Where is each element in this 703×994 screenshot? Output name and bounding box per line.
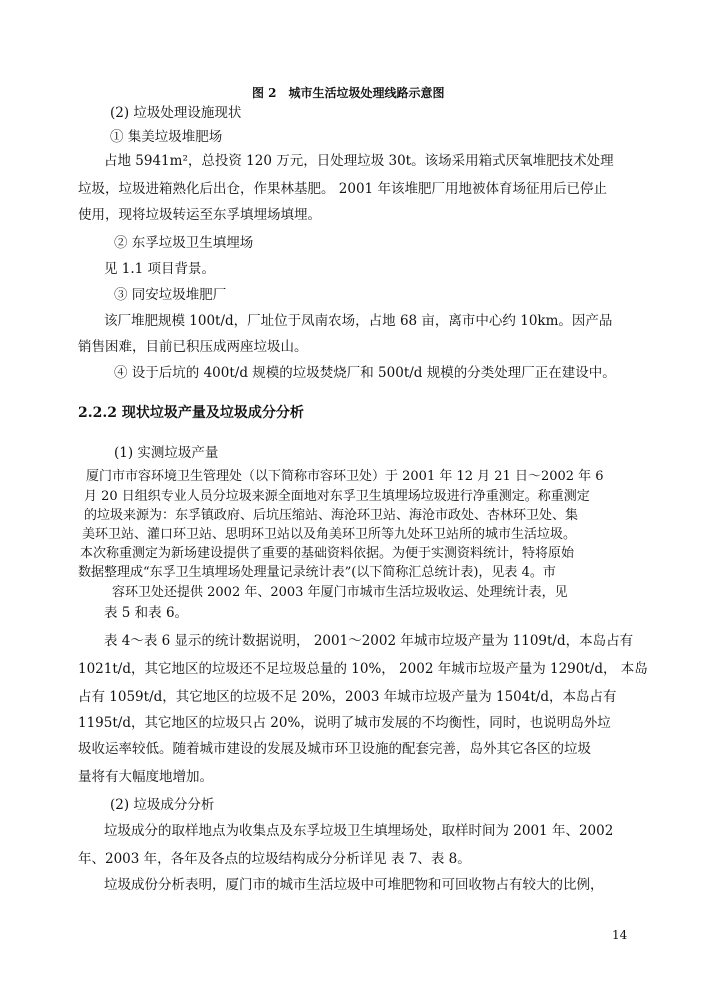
text-line: 该厂堆肥规模 100t/d，厂址位于凤南农场，占地 68 亩，离市中心约 10km。因产品 — [104, 313, 613, 329]
text-line: ② 东孚垃圾卫生填埋场 — [114, 235, 254, 251]
text-line: 垃圾成分的取样地点为收集点及东孚垃圾卫生填埋场处，取样时间为 2001 年、2002 — [104, 823, 614, 839]
text-line: ④ 设于后坑的 400t/d 规模的垃圾焚烧厂和 500t/d 规模的分类处理厂正在建设中。 — [114, 365, 616, 381]
text-line: 垃圾成份分析表明，厦门市的城市生活垃圾中可堆肥物和可回收物占有较大的比例， — [104, 877, 604, 893]
text-line: 圾收运率较低。随着城市建设的发展及城市环卫设施的配套完善，岛外其它各区的垃圾 — [78, 741, 591, 757]
text-line: 月 20 日组织专业人员分垃圾来源全面地对东孚卫生填埋场垃圾进行净重测定。称重测定 — [84, 489, 590, 504]
text-line: (2) 垃圾成分分析 — [110, 797, 215, 813]
text-line: (2) 垃圾处理设施现状 — [110, 105, 242, 121]
section-heading: 2.2.2 现状垃圾产量及垃圾成分分析 — [78, 405, 304, 421]
text-line: 使用，现将垃圾转运至东孚填埋场填埋。 — [78, 207, 321, 223]
text-line: 表 5 和表 6。 — [104, 605, 189, 621]
text-line: 垃圾，垃圾进箱熟化后出仓，作果林基肥。 2001 年该堆肥厂用地被体育场征用后已停止 — [78, 181, 607, 197]
text-line: 占有 1059t/d，其它地区的垃圾不足 20%，2003 年城市垃圾产量为 1504t/d，本岛占有 — [78, 689, 617, 705]
text-line: 的垃圾来源为：东孚镇政府、后坑压缩站、海沧环卫站、海沧市政处、杏林环卫处、集 — [84, 508, 579, 523]
text-line: 销售困难，目前已积压成两座垃圾山。 — [78, 339, 308, 355]
text-line: (1) 实测垃圾产量 — [114, 445, 219, 461]
text-line: 1195t/d，其它地区的垃圾只占 20%，说明了城市发展的不均衡性，同时，也说明岛外垃 — [78, 715, 611, 731]
text-line: ① 集美垃圾堆肥场 — [110, 129, 223, 145]
text-line: 1021t/d，其它地区的垃圾还不足垃圾总量的 10%， 2002 年城市垃圾产量为 1290t/d， 本岛 — [78, 661, 648, 677]
text-line: 量将有大幅度地增加。 — [78, 769, 213, 785]
text-line: 厦门市市容环境卫生管理处（以下简称市容环卫处）于 2001 年 12 月 21 日～2002 年 6 — [86, 469, 604, 484]
text-line: 容环卫处还提供 2002 年、2003 年厦门市城市生活垃圾收运、处理统计表，见 — [112, 585, 568, 600]
text-line: ③ 同安垃圾堆肥厂 — [114, 287, 227, 303]
figure-caption: 图 2 城市生活垃圾处理线路示意图 — [252, 86, 445, 100]
text-line: 占地 5941m²，总投资 120 万元，日处理垃圾 30t。该场采用箱式厌氧堆肥技术处理 — [104, 153, 614, 169]
page-number: 14 — [612, 928, 628, 942]
text-line: 表 4～表 6 显示的统计数据说明， 2001～2002 年城市垃圾产量为 1109t/d，本岛占有 — [104, 633, 634, 649]
text-line: 本次称重测定为新场建设提供了重要的基础资料依据。为便于实测资料统计，特将原始 — [80, 546, 575, 561]
text-line: 数据整理成“东孚卫生填埋场处理量记录统计表”(以下简称汇总统计表)，见表 4。市 — [78, 565, 556, 580]
text-line: 见 1.1 项目背景。 — [104, 261, 216, 277]
text-line: 年、2003 年，各年及各点的垃圾结构成分分析详见 表 7、表 8。 — [78, 851, 471, 867]
text-line: 美环卫站、灌口环卫站、思明环卫站以及角美环卫所等九处环卫站所的城市生活垃圾。 — [82, 527, 577, 542]
